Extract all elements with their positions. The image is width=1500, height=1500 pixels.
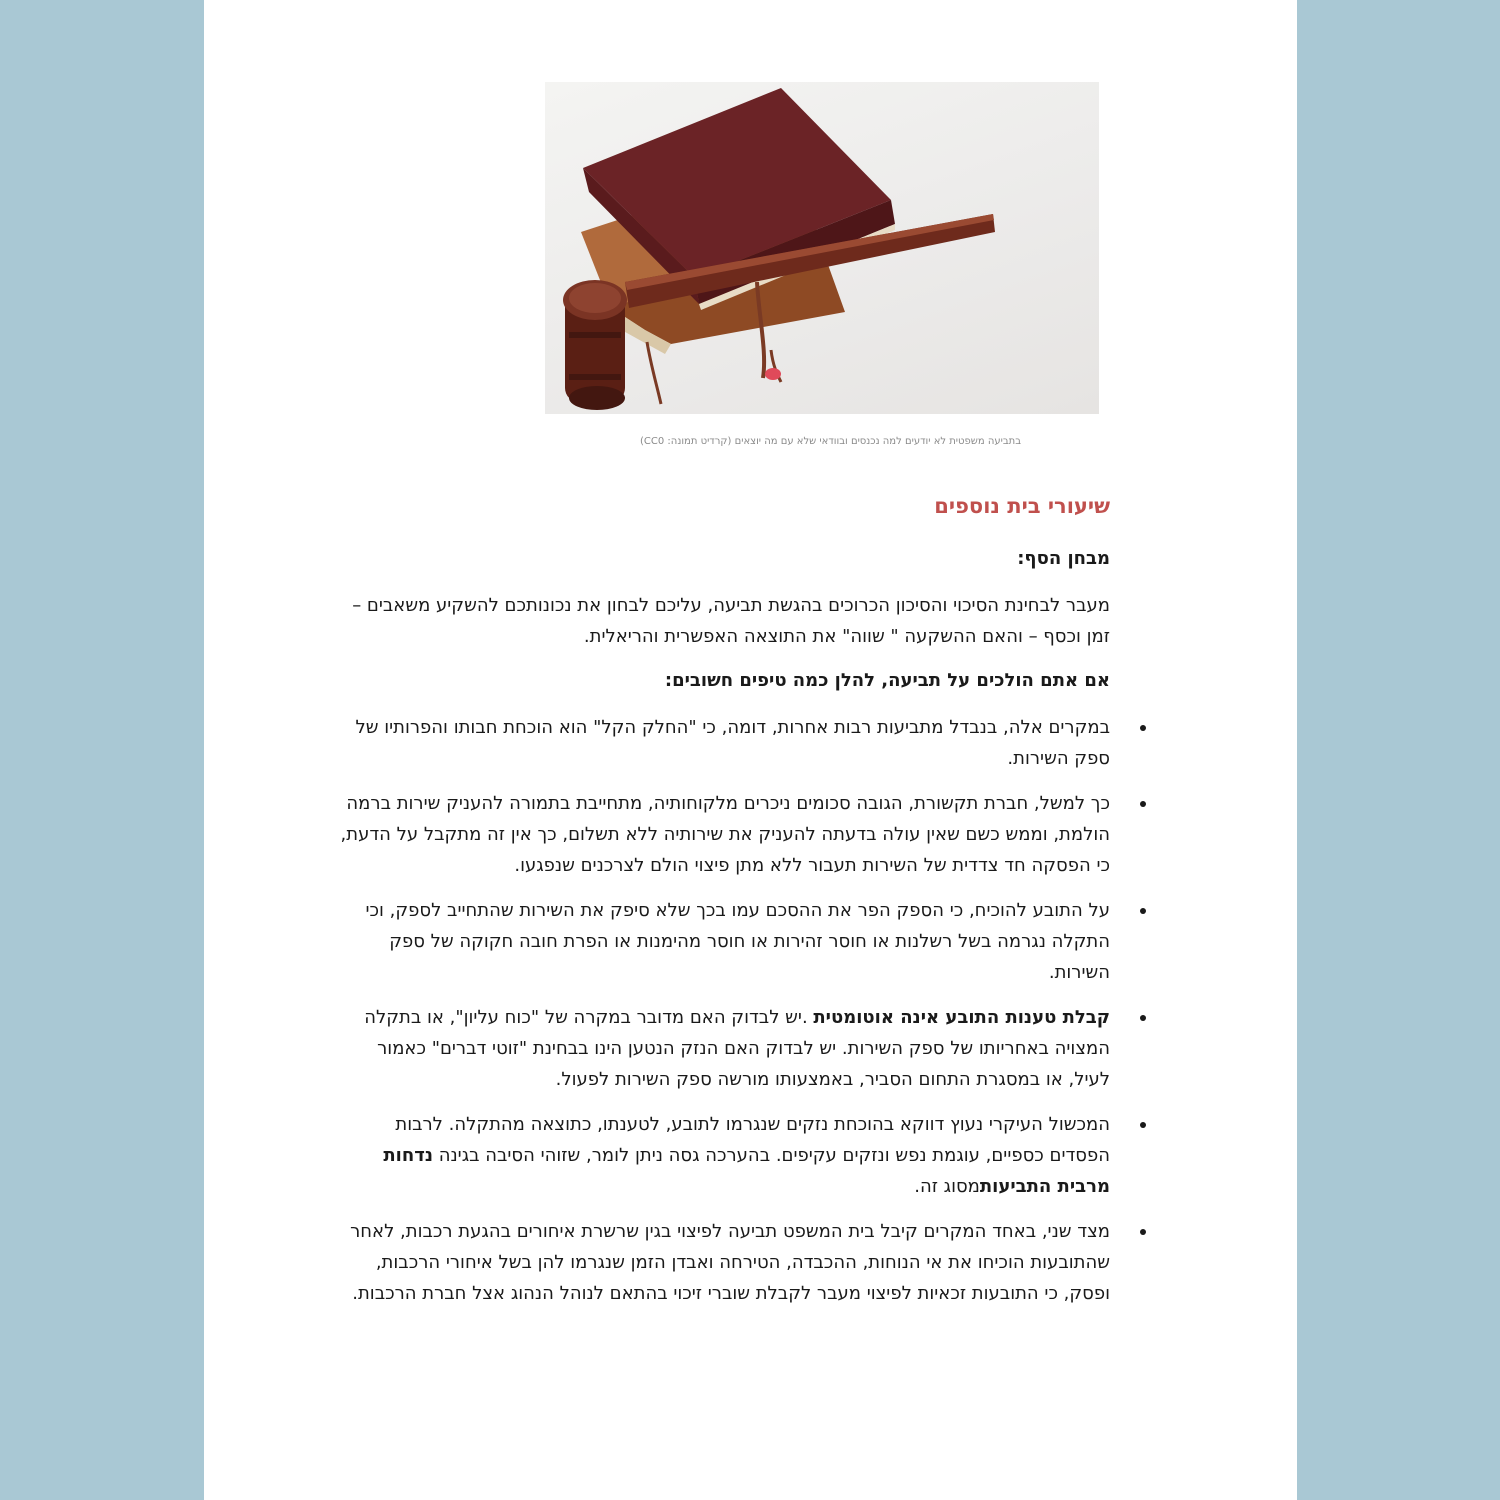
bullet-icon (1140, 1015, 1146, 1021)
bullet-bold-text: קבלת טענות התובע אינה אוטומטית (813, 1007, 1110, 1028)
bullet-icon (1140, 908, 1146, 914)
gavel-and-books-photo (545, 82, 1099, 414)
gavel-and-books-icon (545, 82, 1099, 414)
tips-heading: אם אתם הולכים על תביעה, להלן כמה טיפים חשובים: (664, 670, 1110, 691)
list-item (334, 895, 1110, 988)
tips-list (334, 712, 1110, 1309)
bullet-text: .יש לבדוק האם מדובר במקרה של "כוח עליון", או בתקלה המצויה באחריותו של ספק השירות. יש לבדוק האם הנזק הנטען הינו בבחינת "זוטי דברים" כאמור לעיל, או במסגרת התחום הסביר, באמצעותו מורשה ספק השירות לפעול. (364, 1007, 1110, 1090)
list-item (334, 1216, 1110, 1309)
threshold-test-subheading: מבחן הסף: (1017, 548, 1110, 569)
bullet-text: כך למשל, חברת תקשורת, הגובה סכומים ניכרים מלקוחותיה, מתחייבת בתמורה להעניק שירות ברמה הולמת, וממש כשם שאין עולה בדעתה להעניק את שירותיה ללא תשלום, כך אין זה מתקבל על הדעת, כי הפסקה חד צדדית של השירות תעבור ללא מתן פיצוי הולם לצרכנים שנפגעו. (340, 793, 1110, 876)
bullet-icon (1140, 801, 1146, 807)
bullet-text: המכשול העיקרי נעוץ דווקא בהוכחת נזקים שנגרמו לתובע, לטענתו, כתוצאה מהתקלה. לרבות הפסדים כספיים, עוגמת נפש ונזקים עקיפים. בהערכה גסה ניתן לומר, שזוהי הסיבה בגינה (395, 1114, 1110, 1166)
list-item (334, 1002, 1110, 1095)
bullet-text-after: מסוג זה. (914, 1176, 980, 1197)
list-item (334, 788, 1110, 881)
document-page (204, 0, 1297, 1500)
bullet-text: במקרים אלה, בנבדל מתביעות רבות אחרות, דומה, כי "החלק הקל" הוא הוכחת חבותו והפרותיו של ספק השירות. (355, 717, 1110, 769)
intro-paragraph: מעבר לבחינת הסיכוי והסיכון הכרוכים בהגשת תביעה, עליכם לבחון את נכונותכם להשקיע משאבים – זמן וכסף – והאם ההשקעה " שווה" את התוצאה האפשרית והריאלית. (352, 595, 1110, 647)
bullet-icon (1140, 1122, 1146, 1128)
bullet-bold-after: נדחות מרבית התביעות (383, 1145, 1110, 1197)
bullet-icon (1140, 725, 1146, 731)
bullet-icon (1140, 1229, 1146, 1235)
list-item (334, 712, 1110, 774)
photo-caption: בתביעה משפטית לא יודעים למה נכנסים ובוודאי שלא עם מה יוצאים (קרדיט תמונה: CC0) (640, 436, 1021, 447)
article-body (334, 488, 1110, 1323)
bullet-text: על התובע להוכיח, כי הספק הפר את ההסכם עמו בכך שלא סיפק את השירות שהתחייב לספק, וכי התקלה נגרמה בשל רשלנות או חוסר זהירות או חוסר מהימנות או הפרת חובה חקוקה של ספק השירות. (365, 900, 1110, 983)
section-heading: שיעורי בית נוספים (934, 494, 1110, 518)
bullet-text: מצד שני, באחד המקרים קיבל בית המשפט תביעה לפיצוי בגין שרשרת איחורים בהגעת רכבות, לאחר שהתובעות הוכיחו את אי הנוחות, ההכבדה, הטירחה ואבדן הזמן שנגרמו להן בשל איחורי הרכבות, ופסק, כי התובעות זכאיות לפיצוי מעבר לקבלת שוברי זיכוי בהתאם לנוהל הנהוג אצל חברת הרכבות. (350, 1221, 1110, 1304)
list-item (334, 1109, 1110, 1202)
